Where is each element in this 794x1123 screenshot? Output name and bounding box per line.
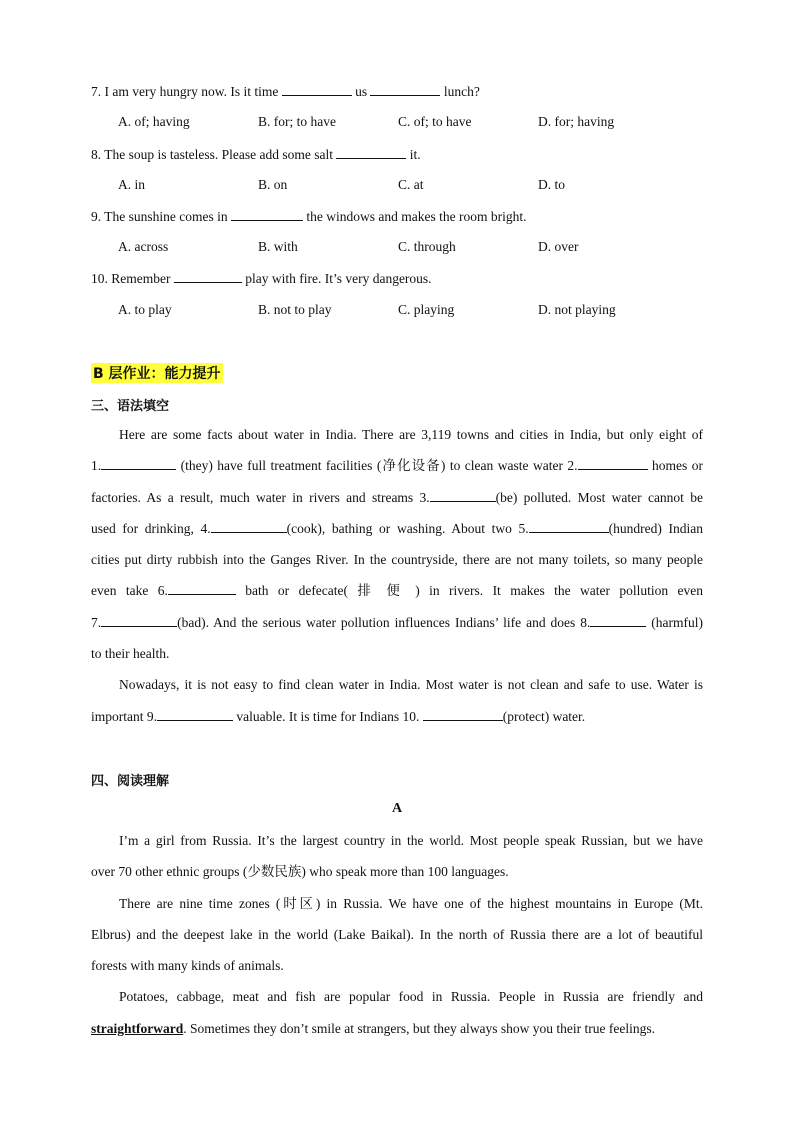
option-a[interactable]: A. of; having: [118, 114, 190, 129]
answer-blank[interactable]: [174, 270, 242, 283]
section-b-heading: B 层作业：能力提升: [91, 363, 223, 383]
question-10-stem-b: play with fire. It’s very dangerous.: [241, 271, 432, 286]
answer-blank[interactable]: [529, 520, 609, 533]
question-10-stem-a: 10. Remember: [91, 271, 174, 286]
answer-blank[interactable]: [282, 83, 352, 96]
question-9-stem-b: the windows and makes the room bright.: [302, 209, 527, 224]
option-a[interactable]: A. in: [118, 177, 145, 192]
option-d[interactable]: D. not playing: [538, 302, 616, 317]
reading-line: There are nine time zones (时区) in Russia. We have one of the highest mountains in Europe (Mt.: [119, 895, 703, 911]
option-b[interactable]: B. for; to have: [258, 114, 336, 129]
question-7: [91, 83, 480, 100]
passage-label: A: [391, 801, 403, 816]
grammar-line: factories. As a result, much water in rivers and streams 3. (be) polluted. Most water cannot be: [91, 489, 703, 505]
vocab-word: straightforward: [91, 1020, 184, 1036]
grammar-line: even take 6. bath or defecate( 排 便 ) in rivers. It makes the water pollution even: [91, 583, 703, 599]
question-9: [91, 208, 526, 225]
reading-line: I’m a girl from Russia. It’s the largest country in the world. Most people speak Russian, but we have: [119, 833, 703, 848]
question-8: [91, 146, 421, 163]
option-b[interactable]: B. on: [258, 177, 288, 192]
answer-blank[interactable]: [590, 614, 646, 627]
question-10: [91, 270, 432, 287]
option-d[interactable]: D. for; having: [538, 114, 615, 129]
reading-line: straightforward. Sometimes they don’t smile at strangers, but they always show you their true feelings.: [91, 1020, 656, 1036]
option-a[interactable]: A. to play: [118, 302, 172, 317]
question-9-stem-a: 9. The sunshine comes in: [91, 209, 231, 224]
option-c[interactable]: C. playing: [398, 302, 455, 317]
grammar-line: used for drinking, 4. (cook), bathing or washing. About two 5. (hundred) Indian: [91, 520, 704, 536]
answer-blank[interactable]: [157, 708, 233, 721]
option-d[interactable]: D. to: [538, 177, 565, 192]
grammar-line: to their health.: [91, 646, 170, 662]
reading-line: over 70 other ethnic groups (少数民族) who speak more than 100 languages.: [91, 864, 509, 880]
grammar-line: Here are some facts about water in India. There are 3,119 towns and cities in India, but only eight of: [119, 427, 703, 442]
answer-blank[interactable]: [336, 146, 406, 159]
option-b[interactable]: B. not to play: [258, 302, 332, 317]
answer-blank[interactable]: [423, 708, 503, 721]
reading-line: Potatoes, cabbage, meat and fish are popular food in Russia. People in Russia are friendly and: [119, 989, 703, 1005]
grammar-line: Nowadays, it is not easy to find clean water in India. Most water is not clean and safe to use. Water is: [119, 677, 703, 693]
reading-passage: [91, 825, 703, 1044]
answer-blank[interactable]: [168, 582, 236, 595]
option-c[interactable]: C. of; to have: [398, 114, 472, 129]
option-c[interactable]: C. through: [398, 239, 456, 254]
question-8-stem-a: 8. The soup is tasteless. Please add some salt: [91, 147, 337, 162]
answer-blank[interactable]: [101, 457, 176, 470]
grammar-line: cities put dirty rubbish into the Ganges River. In the countryside, there are not many toilets, so many people: [91, 552, 703, 568]
answer-blank[interactable]: [578, 457, 648, 470]
question-7-stem-a: 7. I am very hungry now. Is it time: [91, 84, 282, 99]
option-a[interactable]: A. across: [118, 239, 169, 254]
section-3-title: 三、语法填空: [91, 399, 170, 414]
question-7-stem-c: lunch?: [440, 84, 480, 99]
grammar-line: important 9. valuable. It is time for Indians 10. (protect) water.: [91, 708, 586, 724]
answer-blank[interactable]: [430, 489, 496, 502]
option-c[interactable]: C. at: [398, 177, 424, 192]
grammar-line: 1. (they) have full treatment facilities (净化设备) to clean waste water 2. homes or: [91, 458, 704, 474]
answer-blank[interactable]: [101, 614, 177, 627]
section-4-title: 四、阅读理解: [91, 774, 170, 789]
grammar-line: 7. (bad). And the serious water pollution influences Indians’ life and does 8. (harmful): [91, 614, 703, 630]
option-b[interactable]: B. with: [258, 239, 298, 254]
grammar-passage: [91, 419, 703, 732]
reading-line: Elbrus) and the deepest lake in the world (Lake Baikal). In the north of Russia there are a lot of beautiful: [91, 926, 703, 942]
question-7-stem-b: us: [351, 84, 371, 99]
answer-blank[interactable]: [211, 520, 287, 533]
answer-blank[interactable]: [231, 208, 303, 221]
option-d[interactable]: D. over: [538, 239, 579, 254]
answer-blank[interactable]: [370, 83, 440, 96]
reading-line: forests with many kinds of animals.: [91, 958, 284, 974]
question-8-stem-b: it.: [406, 147, 421, 162]
